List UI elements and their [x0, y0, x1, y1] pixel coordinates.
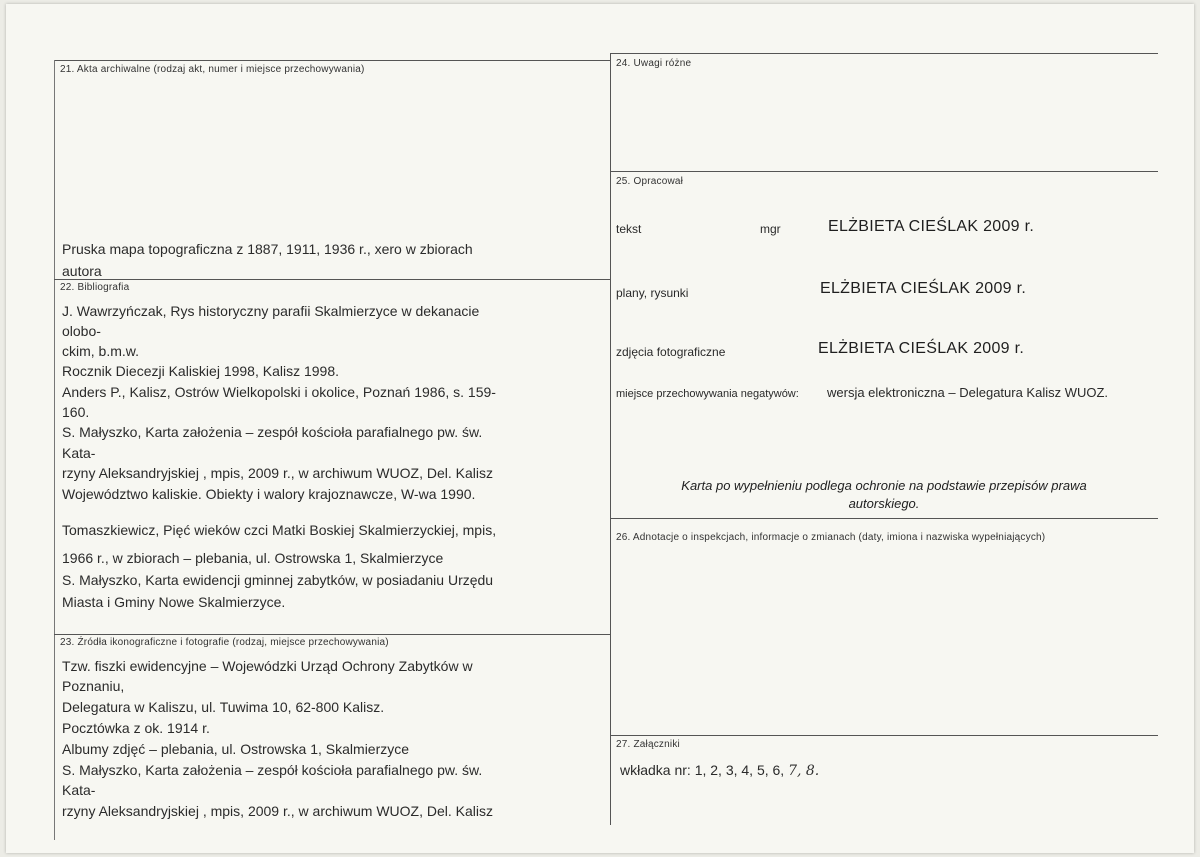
bibliography-line: Miasta i Gminy Nowe Skalmierzyce. [62, 594, 286, 610]
negatywy-value: wersja elektroniczna – Delegatura Kalisz WUOZ. [827, 385, 1109, 400]
iconography-line: Albumy zdjęć – plebania, ul. Ostrowska 1, Skalmierzyce [62, 741, 410, 757]
zdjecia-label: zdjęcia fotograficzne [616, 345, 726, 359]
iconography-line: Pocztówka z ok. 1914 r. [62, 720, 210, 736]
copyright-note-line-2: autorskiego. [848, 496, 920, 511]
bibliography-line: 1966 r., w zbiorach – plebania, ul. Ostrowska 1, Skalmierzyce [62, 550, 444, 566]
tekst-author: ELŻBIETA CIEŚLAK 2009 r. [828, 218, 1035, 235]
tekst-label: tekst [616, 222, 642, 236]
rule-s21-s22 [54, 279, 610, 280]
section-21-label: 21. Akta archiwalne (rodzaj akt, numer i miejsce przechowywania) [60, 64, 365, 75]
plany-label: plany, rysunki [616, 286, 689, 300]
section-22-label: 22. Bibliografia [60, 282, 130, 293]
top-rule-left [54, 60, 610, 61]
handwritten-attachments: 7, 8. [788, 763, 820, 779]
section-25-label: 25. Opracował [616, 176, 684, 187]
plany-author: ELŻBIETA CIEŚLAK 2009 r. [820, 280, 1027, 297]
section-26-label: 26. Adnotacje o inspekcjach, informacje o zmianach (daty, imiona i nazwiska wypełniających) [616, 532, 1046, 543]
section-21-line-1: Pruska mapa topograficzna z 1887, 1911, 1936 r., xero w zbiorach [62, 241, 473, 257]
bibliography-line: J. Wawrzyńczak, Rys historyczny parafii Skalmierzyce w dekanacie [62, 303, 480, 319]
attachments-list: wkładka nr: 1, 2, 3, 4, 5, 6, [620, 762, 785, 778]
top-rule-right [610, 53, 1158, 54]
section-23-label: 23. Źródła ikonograficzne i fotografie (rodzaj, miejsce przechowywania) [60, 637, 389, 648]
bibliography-line: Tomaszkiewicz, Pięć wieków czci Matki Boskiej Skalmierzyckiej, mpis, [62, 522, 497, 538]
iconography-line: Tzw. fiszki ewidencyjne – Wojewódzki Urząd Ochrony Zabytków w [62, 658, 473, 674]
record-card [6, 4, 1194, 853]
copyright-note-line-1: Karta po wypełnieniu podlega ochronie na podstawie przepisów prawa [681, 478, 1087, 493]
bibliography-line: Województwo kaliskie. Obiekty i walory krajoznawcze, W-wa 1990. [62, 486, 476, 502]
bibliography-line: rzyny Aleksandryjskiej , mpis, 2009 r., w archiwum WUOZ, Del. Kalisz [62, 465, 494, 481]
rule-s25-s26 [610, 518, 1158, 519]
bibliography-line: olobo- [62, 323, 101, 339]
negatywy-label: miejsce przechowywania negatywów: [616, 388, 799, 400]
attachments-value [620, 762, 819, 779]
iconography-line: Poznaniu, [62, 678, 125, 694]
section-27-label: 27. Załączniki [616, 739, 680, 750]
mgr-label: mgr [760, 222, 781, 236]
rule-s22-s23 [54, 634, 610, 635]
bibliography-line: Kata- [62, 445, 96, 461]
zdjecia-author: ELŻBIETA CIEŚLAK 2009 r. [818, 340, 1025, 357]
iconography-line: S. Małyszko, Karta założenia – zespół kościoła parafialnego pw. św. [62, 762, 483, 778]
rule-s24-s25 [610, 171, 1158, 172]
left-edge [54, 60, 55, 840]
bibliography-line: Rocznik Diecezji Kaliskiej 1998, Kalisz 1998. [62, 363, 340, 379]
section-21-line-2: autora [62, 263, 102, 279]
iconography-line: Kata- [62, 782, 96, 798]
rule-s26-s27 [610, 735, 1158, 736]
bibliography-line: S. Małyszko, Karta założenia – zespół kościoła parafialnego pw. św. [62, 424, 483, 440]
bibliography-line: 160. [62, 404, 90, 420]
bibliography-line: ckim, b.m.w. [62, 343, 140, 359]
section-24-label: 24. Uwagi różne [616, 58, 692, 69]
center-divider [610, 53, 611, 825]
iconography-line: Delegatura w Kaliszu, ul. Tuwima 10, 62-800 Kalisz. [62, 699, 385, 715]
iconography-line: rzyny Aleksandryjskiej , mpis, 2009 r., w archiwum WUOZ, Del. Kalisz [62, 803, 494, 819]
bibliography-line: Anders P., Kalisz, Ostrów Wielkopolski i okolice, Poznań 1986, s. 159- [62, 384, 496, 400]
bibliography-line: S. Małyszko, Karta ewidencji gminnej zabytków, w posiadaniu Urzędu [62, 572, 494, 588]
